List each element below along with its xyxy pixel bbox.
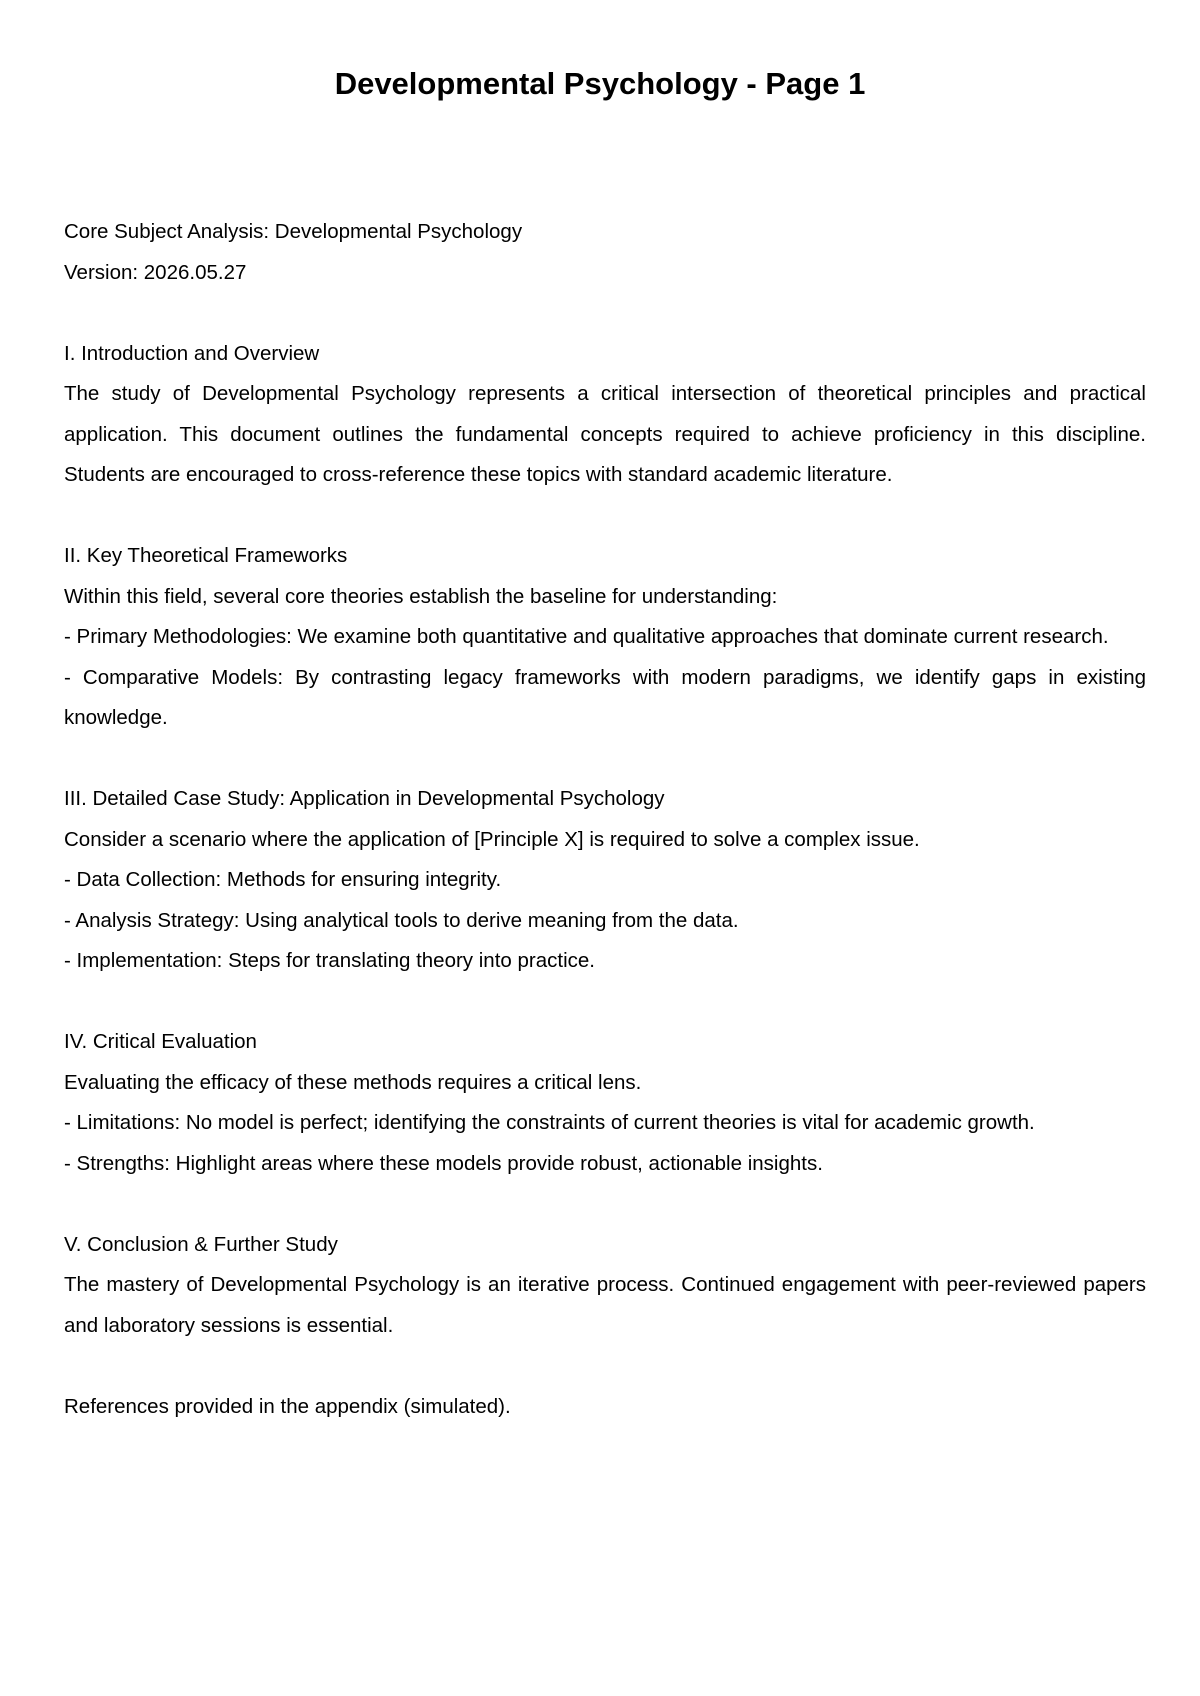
spacer xyxy=(64,1184,1146,1225)
bullet-item: - Comparative Models: By contrasting legacy frameworks with modern paradigms, we identify gaps in existing knowledge. xyxy=(64,665,1146,729)
spacer xyxy=(64,739,1146,780)
page-title: Developmental Psychology - Page 1 xyxy=(334,66,866,101)
spacer xyxy=(64,982,1146,1023)
bullet-item: - Strengths: Highlight areas where these models provide robust, actionable insights. xyxy=(64,1151,823,1175)
section-heading-case-study: III. Detailed Case Study: Application in Developmental Psychology xyxy=(64,787,665,810)
document-body xyxy=(64,212,1146,1427)
spacer xyxy=(64,496,1146,537)
section-paragraph: The study of Developmental Psychology represents a critical intersection of theoretical principles and practical application. This document outlines the fundamental concepts required to achieve proficiency in this discipline. Students are encouraged to cross-reference these topics with standard academic literature. xyxy=(64,382,1146,486)
section-paragraph: The mastery of Developmental Psychology is an iterative process. Continued engagement with peer-reviewed papers and laboratory sessions is essential. xyxy=(64,1273,1146,1337)
version-line: Version: 2026.05.27 xyxy=(64,260,247,284)
section-heading-introduction: I. Introduction and Overview xyxy=(64,341,320,365)
bullet-item: - Implementation: Steps for translating theory into practice. xyxy=(64,949,595,972)
section-heading-evaluation: IV. Critical Evaluation xyxy=(64,1030,257,1053)
section-heading-conclusion: V. Conclusion & Further Study xyxy=(64,1232,338,1256)
section-heading-frameworks: II. Key Theoretical Frameworks xyxy=(64,544,348,567)
bullet-item: - Primary Methodologies: We examine both quantitative and qualitative approaches that dominate current research. xyxy=(64,625,1109,648)
bullet-item: - Limitations: No model is perfect; identifying the constraints of current theories is vital for academic growth. xyxy=(64,1111,1035,1134)
subject-line: Core Subject Analysis: Developmental Psychology xyxy=(64,220,523,243)
section-paragraph: Evaluating the efficacy of these methods requires a critical lens. xyxy=(64,1070,642,1094)
section-paragraph: Within this field, several core theories establish the baseline for understanding: xyxy=(64,584,778,608)
bullet-item: - Data Collection: Methods for ensuring integrity. xyxy=(64,868,502,891)
spacer xyxy=(64,1346,1146,1387)
references-note: References provided in the appendix (simulated). xyxy=(64,1394,511,1418)
bullet-item: - Analysis Strategy: Using analytical tools to derive meaning from the data. xyxy=(64,908,739,932)
spacer xyxy=(64,293,1146,334)
section-paragraph: Consider a scenario where the application of [Principle X] is required to solve a complex issue. xyxy=(64,827,920,851)
